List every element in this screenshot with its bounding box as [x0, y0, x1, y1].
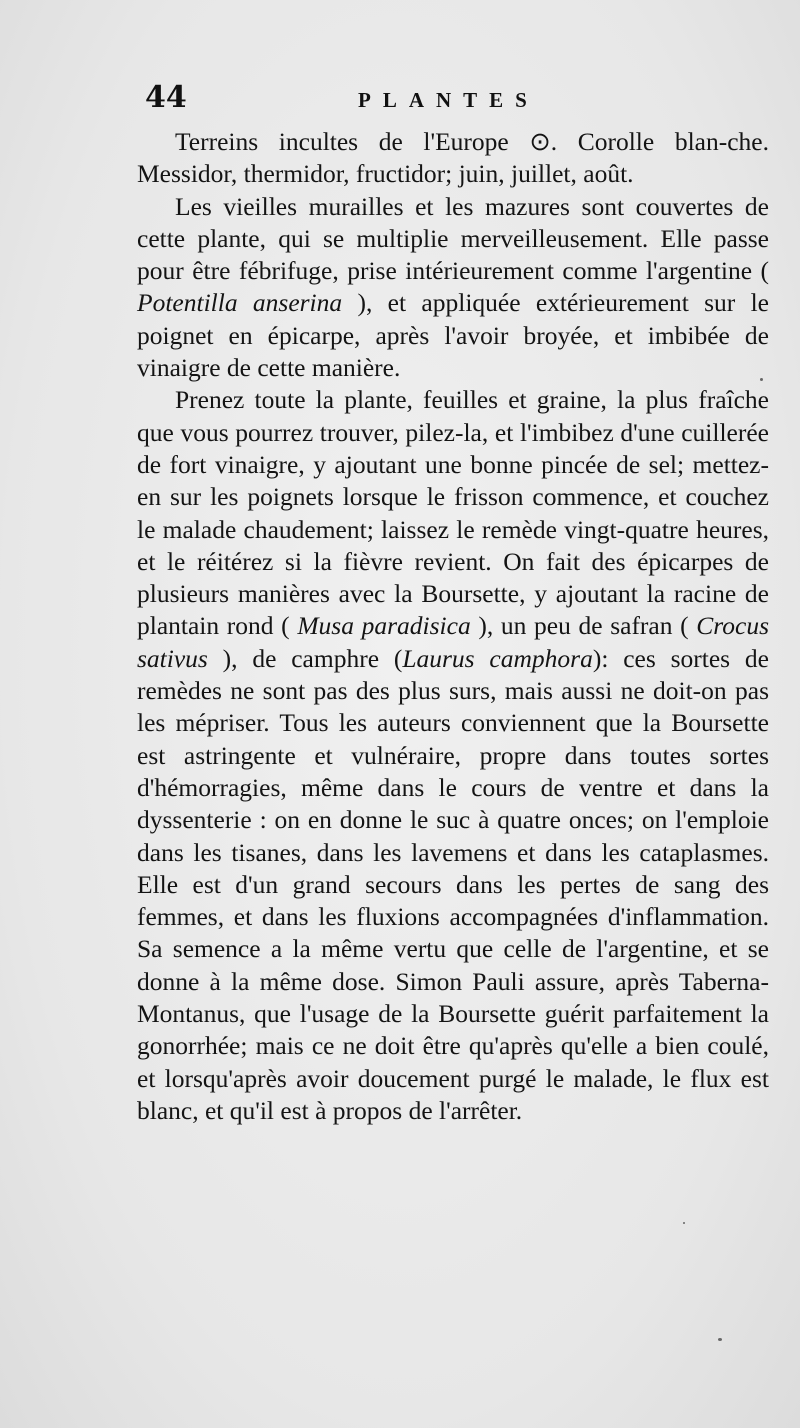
latin-name: Laurus camphora — [402, 643, 593, 673]
text-run: ), et appliquée extérieurement sur le poignet en épicarpe, après l'avoir broyée, et imbibée de vinaigre de cette manière. — [137, 288, 769, 383]
paper-speck — [718, 1338, 722, 1341]
paragraph — [137, 126, 769, 191]
paragraph — [137, 384, 769, 1127]
text-run: ), de camphre ( — [207, 643, 403, 673]
text-run: ): ces sortes de remèdes ne sont pas des plus surs, mais aussi ne doit-on pas les mépriser. Tous les auteurs conviennent que la Boursette est astringente et vulnéraire, propre dans toutes sortes d'hémorragies, même dans le cours de ventre et dans la dyssenterie : on en donne le suc à quatre onces; on l'emploie dans les tisanes, dans les lavemens et dans les cataplasmes. Elle est d'un grand secours dans les pertes de sang des femmes, et dans les fluxions accompagnées d'inflammation. Sa semence a la même vertu que celle de l'argentine, et se donne à la même dose. Simon Pauli assure, après Taberna-Montanus, que l'usage de la Boursette guérit parfaitement la gonorrhée; mais ce ne doit être qu'après qu'elle a bien coulé, et lorsqu'après avoir doucement purgé le malade, le flux est blanc, et qu'il est à propos de l'arrêter. — [137, 643, 769, 1125]
body-text — [137, 126, 769, 1127]
page-number: 44 — [145, 80, 187, 115]
latin-name: Crocus sativus — [137, 611, 770, 673]
page-header — [145, 80, 765, 120]
text-run: Les vieilles murailles et les mazures sont couvertes de cette plante, qui se multiplie merveilleusement. Elle passe pour être fébrifuge, prise intérieurement comme l'argentine ( — [137, 191, 769, 286]
latin-name: Potentilla anserina — [137, 288, 343, 318]
running-head: PLANTES — [358, 88, 539, 112]
paper-speck — [760, 378, 763, 381]
paragraph — [137, 191, 769, 385]
latin-name: Musa paradisica — [297, 611, 471, 641]
text-run: Terreins incultes de l'Europe ⊙. Corolle blan-che. Messidor, thermidor, fructidor; juin, juillet, août. — [137, 127, 769, 189]
paper-speck — [683, 1222, 685, 1224]
text-run: ), un peu de safran ( — [470, 611, 697, 641]
text-run: Prenez toute la plante, feuilles et graine, la plus fraîche que vous pourrez trouver, pilez-la, et l'imbibez d'une cuillerée de fort vinaigre, y ajoutant une bonne pincée de sel; mettez-en sur les poignets lorsque le frisson commence, et couchez le malade chaudement; laissez le remède vingt-quatre heures, et le réitérez si la fièvre revient. On fait des épicarpes de plusieurs manières avec la Boursette, y ajoutant la racine de plantain rond ( — [137, 385, 769, 641]
